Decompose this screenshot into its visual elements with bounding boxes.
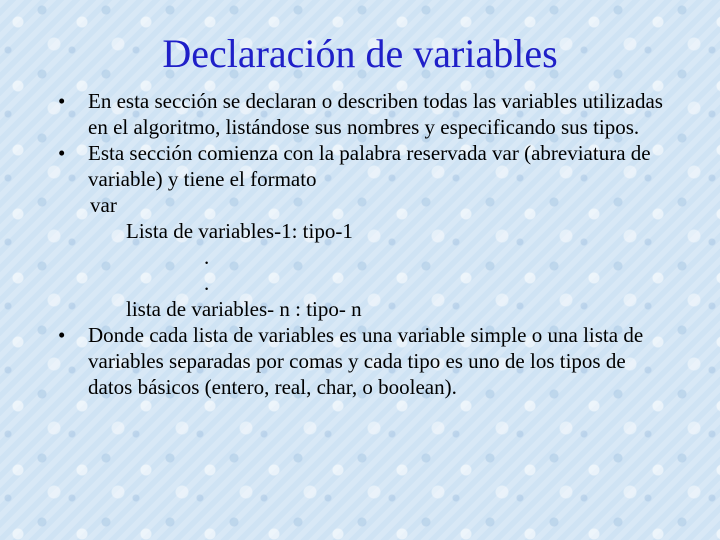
slide-title: Declaración de variables bbox=[162, 31, 558, 76]
format-line-1: Lista de variables-1: tipo-1 bbox=[126, 219, 353, 243]
bullet-text: Donde cada lista de variables es una variable simple o una lista de variables separadas por comas y cada tipo es uno de los tipos de datos básicos (entero, real, char, o boolean). bbox=[88, 323, 644, 399]
format-line-n: lista de variables- n : tipo- n bbox=[126, 297, 362, 321]
format-keyword: var bbox=[90, 193, 117, 217]
format-ellipsis-2: . bbox=[204, 271, 210, 295]
bullet-icon: • bbox=[58, 323, 66, 347]
format-ellipsis-1: . bbox=[204, 245, 210, 269]
bullet-icon: • bbox=[58, 141, 66, 165]
bullet-item-3 bbox=[58, 322, 668, 400]
bullet-text: Esta sección comienza con la palabra reservada var (abreviatura de variable) y tiene el formato bbox=[88, 141, 651, 191]
bullet-text: En esta sección se declaran o describen todas las variables utilizadas en el algoritmo, listándose sus nombres y especificando sus tipos. bbox=[88, 89, 663, 139]
bullet-item-2 bbox=[58, 140, 668, 192]
slide-body bbox=[58, 88, 668, 400]
bullet-icon: • bbox=[58, 89, 66, 113]
bullet-item-1 bbox=[58, 88, 668, 140]
